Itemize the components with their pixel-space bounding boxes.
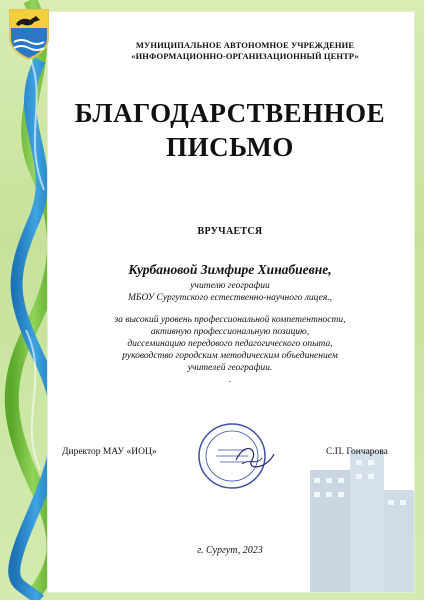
official-stamp bbox=[196, 420, 278, 492]
organization-header bbox=[95, 40, 395, 62]
recipient-name: Курбановой Зимфире Хинабиевне, bbox=[128, 262, 332, 277]
title-line1: БЛАГОДАРСТВЕННОЕ bbox=[74, 98, 386, 128]
letter-title bbox=[60, 96, 400, 164]
reason-line: диссеминацию передового педагогического опыта, bbox=[127, 339, 333, 349]
reason-line: активную профессиональную позицию, bbox=[150, 327, 310, 337]
title-line2: ПИСЬМО bbox=[166, 132, 294, 162]
awarded-label: ВРУЧАЕТСЯ bbox=[197, 226, 263, 237]
signatory-name: С.П. Гончарова bbox=[326, 447, 388, 457]
organization-name-line2: «ИНФОРМАЦИОННО-ОРГАНИЗАЦИОННЫЙ ЦЕНТР» bbox=[131, 51, 359, 61]
reason-line: за высокий уровень профессиональной компетентности, bbox=[114, 315, 346, 325]
recipient-school: МБОУ Сургутского естественно-научного лицея., bbox=[127, 293, 333, 303]
signatory-role: Директор МАУ «ИОЦ» bbox=[62, 447, 157, 457]
reason-line: учителей географии. bbox=[187, 363, 273, 373]
organization-name-line1: МУНИЦИПАЛЬНОЕ АВТОНОМНОЕ УЧРЕЖДЕНИЕ bbox=[135, 40, 355, 50]
reason-line: . bbox=[228, 375, 232, 385]
city-crest-icon bbox=[8, 8, 50, 60]
recipient-position: учителю географии bbox=[190, 281, 270, 291]
reason-line: руководство городским методическим объединением bbox=[122, 351, 338, 361]
city-and-year: г. Сургут, 2023 bbox=[197, 545, 263, 556]
